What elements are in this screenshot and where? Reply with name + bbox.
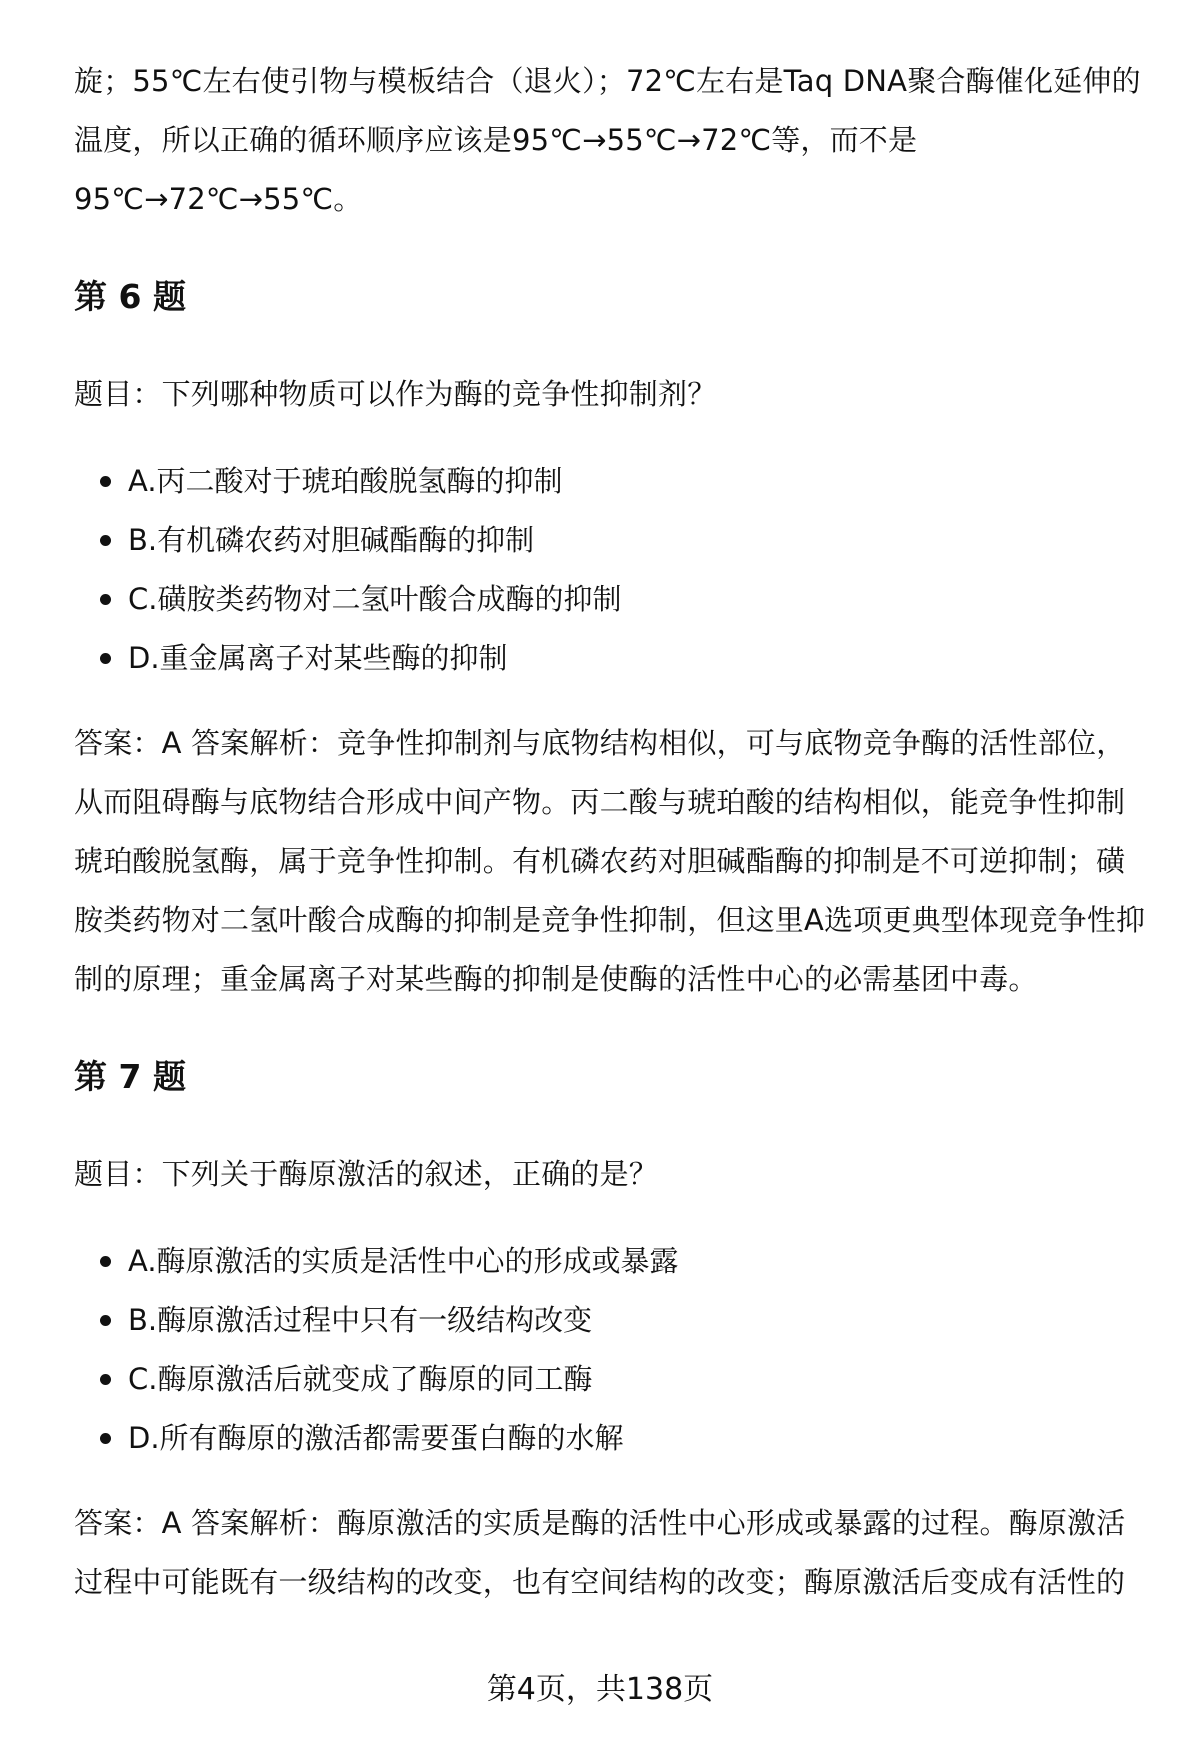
option-item [74, 452, 1150, 511]
question-block-6 [74, 277, 1150, 1009]
option-text: A.丙二酸对于琥珀酸脱氢酶的抑制 [128, 464, 563, 498]
option-item [74, 629, 1150, 688]
question-text: 题目：下列哪种物质可以作为酶的竞争性抑制剂？ [74, 377, 717, 411]
option-item [74, 1291, 1150, 1350]
bullet-icon [100, 1315, 111, 1326]
option-item [74, 570, 1150, 629]
option-list [74, 452, 1150, 688]
page-footer: 第4页，共138页 [486, 1672, 714, 1707]
bullet-icon [100, 1256, 111, 1267]
answer-paragraph: 答案：A 答案解析：酶原激活的实质是酶的活性中心形成或暴露的过程。酶原激活过程中可能既有一级结构的改变，也有空间结构的改变；酶原激活后变成有活性的 [74, 1506, 1126, 1599]
bullet-icon [100, 653, 111, 664]
option-text: C.酶原激活后就变成了酶原的同工酶 [128, 1362, 593, 1396]
option-text: B.有机磷农药对胆碱酯酶的抑制 [128, 523, 535, 557]
option-item [74, 1232, 1150, 1291]
intro-paragraph: 旋；55℃左右使引物与模板结合（退火）；72℃左右是Taq DNA聚合酶催化延伸的温度，所以正确的循环顺序应该是95℃→55℃→72℃等，而不是95℃→72℃→55℃。 [74, 64, 1141, 216]
question-heading: 第 6 题 [74, 277, 186, 316]
bullet-icon [100, 535, 111, 546]
option-list [74, 1232, 1150, 1468]
answer-paragraph: 答案：A 答案解析：竞争性抑制剂与底物结构相似，可与底物竞争酶的活性部位，从而阻碍酶与底物结合形成中间产物。丙二酸与琥珀酸的结构相似，能竞争性抑制琥珀酸脱氢酶，属于竞争性抑制。有机磷农药对胆碱酯酶的抑制是不可逆抑制；磺胺类药物对二氢叶酸合成酶的抑制是竞争性抑制，但这里A选项更典型体现竞争性抑制的原理；重金属离子对某些酶的抑制是使酶的活性中心的必需基团中毒。 [74, 726, 1146, 996]
bullet-icon [100, 476, 111, 487]
option-text: D.重金属离子对某些酶的抑制 [128, 641, 508, 675]
option-text: D.所有酶原的激活都需要蛋白酶的水解 [128, 1421, 624, 1455]
option-item [74, 1409, 1150, 1468]
option-text: B.酶原激活过程中只有一级结构改变 [128, 1303, 593, 1337]
option-text: A.酶原激活的实质是活性中心的形成或暴露 [128, 1244, 679, 1278]
option-item [74, 511, 1150, 570]
option-item [74, 1350, 1150, 1409]
document-page [74, 52, 1150, 1612]
bullet-icon [100, 1374, 111, 1385]
question-block-7 [74, 1057, 1150, 1612]
question-text: 题目：下列关于酶原激活的叙述，正确的是？ [74, 1157, 659, 1191]
bullet-icon [100, 594, 111, 605]
option-text: C.磺胺类药物对二氢叶酸合成酶的抑制 [128, 582, 622, 616]
bullet-icon [100, 1433, 111, 1444]
question-heading: 第 7 题 [74, 1057, 186, 1096]
